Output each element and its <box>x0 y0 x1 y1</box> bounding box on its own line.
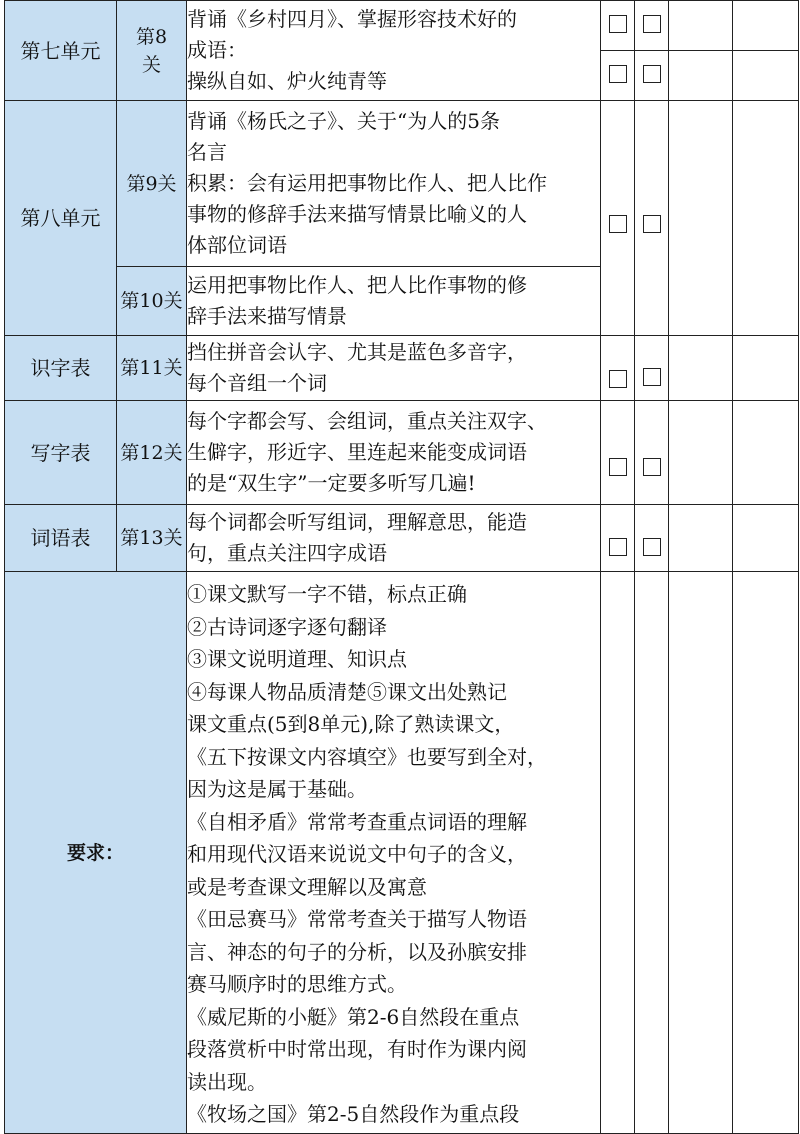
blank-cell <box>669 1 733 51</box>
checkbox-cell <box>601 336 635 401</box>
content-line: 段落赏析中时常出现，有时作为课内阅 <box>187 1037 527 1062</box>
content-line: 或是考查课文理解以及寓意 <box>187 874 427 899</box>
content-line: 句，重点关注四字成语 <box>187 541 387 565</box>
unit-cell-unit8: 第八单元 <box>5 101 117 336</box>
content-line: 《田忌赛马》常常考查关于描写人物语 <box>187 907 527 932</box>
blank-cell <box>733 101 799 336</box>
blank-cell <box>733 401 799 505</box>
blank-cell <box>733 51 799 101</box>
content-line: 《自相矛盾》常常考查重点词语的理解 <box>187 809 527 834</box>
study-checklist-table <box>4 0 799 1134</box>
content-line: 事物的修辞手法来描写情景比喻义的人 <box>187 202 527 226</box>
checkbox[interactable] <box>643 538 661 556</box>
checkbox-cell <box>601 401 635 505</box>
content-line: 生僻字，形近字、里连起来能变成词语 <box>187 440 527 464</box>
unit-cell-xiezi: 写字表 <box>5 401 117 505</box>
table-row-unit8-level9 <box>5 101 799 267</box>
blank-cell <box>669 505 733 572</box>
content-line: 和用现代汉语来说说文中句子的含义， <box>187 842 527 867</box>
level-cell-level12: 第12关 <box>117 401 187 505</box>
content-line: 名言 <box>187 140 227 164</box>
checkbox-cell <box>601 101 635 336</box>
unit-cell-unit7: 第七单元 <box>5 1 117 101</box>
content-cell-level11 <box>187 336 601 401</box>
content-line: ①课文默写一字不错，标点正确 <box>187 582 467 607</box>
blank-cell <box>669 101 733 336</box>
checkbox-cell <box>601 505 635 572</box>
blank-cell <box>635 572 669 1134</box>
level-cell-level13: 第13关 <box>117 505 187 572</box>
blank-cell <box>733 505 799 572</box>
content-line: 《威尼斯的小艇》第2-6自然段在重点 <box>187 1004 520 1029</box>
blank-cell <box>669 401 733 505</box>
content-line: 读出现。 <box>187 1069 267 1094</box>
checkbox[interactable] <box>643 15 661 33</box>
content-line: ③课文说明道理、知识点 <box>187 647 407 672</box>
checkbox-cell <box>635 51 669 101</box>
blank-cell <box>669 51 733 101</box>
content-cell-level12 <box>187 401 601 505</box>
checkbox-cell <box>601 1 635 51</box>
checkbox[interactable] <box>643 65 661 83</box>
content-line: 背诵《乡村四月》、掌握形容技术好的 <box>187 7 517 31</box>
content-line: 每个音组一个词 <box>187 371 327 395</box>
content-line: 《五下按课文内容填空》也要写到全对， <box>187 744 547 769</box>
content-cell-level10 <box>187 267 601 336</box>
blank-cell <box>733 572 799 1134</box>
checkbox-cell <box>635 1 669 51</box>
content-line: 赛马顺序时的思维方式。 <box>187 972 407 997</box>
checkbox[interactable] <box>609 65 627 83</box>
content-line: 积累：会有运用把事物比作人、把人比作 <box>187 171 547 195</box>
checkbox-cell <box>635 336 669 401</box>
level-cell-level9: 第9关 <box>117 101 187 267</box>
checkbox-cell <box>635 505 669 572</box>
content-cell-level9 <box>187 101 601 267</box>
content-line: 每个字都会写、会组词，重点关注双字、 <box>187 409 547 433</box>
checkbox[interactable] <box>643 368 661 386</box>
content-line: ④每课人物品质清楚⑤课文出处熟记 <box>187 679 507 704</box>
checkbox[interactable] <box>609 370 627 388</box>
content-cell-level13 <box>187 505 601 572</box>
content-line: 每个词都会听写组词，理解意思，能造 <box>187 510 527 534</box>
content-line: 成语： <box>187 38 247 62</box>
blank-cell <box>669 572 733 1134</box>
table-row-ciyu <box>5 505 799 572</box>
blank-cell <box>733 1 799 51</box>
checkbox[interactable] <box>609 458 627 476</box>
level-label: 第8关 <box>135 25 168 76</box>
blank-cell <box>733 336 799 401</box>
blank-cell <box>669 336 733 401</box>
content-line: 因为这是属于基础。 <box>187 777 367 802</box>
content-line: 操纵自如、炉火纯青等 <box>187 69 387 93</box>
checkbox-cell <box>635 401 669 505</box>
checkbox-cell <box>601 51 635 101</box>
content-line: 的是“双生字”一定要多听写几遍! <box>187 471 476 495</box>
requirements-content <box>187 572 601 1134</box>
content-line: 辞手法来描写情景 <box>187 304 347 328</box>
content-line: 运用把事物比作人、把人比作事物的修 <box>187 273 527 297</box>
content-line: 《牧场之国》第2-5自然段作为重点段 <box>187 1102 520 1127</box>
checkbox[interactable] <box>643 215 661 233</box>
content-line: 言、神态的句子的分析，以及孙膑安排 <box>187 939 527 964</box>
content-line: 背诵《杨氏之子》、关于“为人的5条 <box>187 109 500 133</box>
level-cell-level10: 第10关 <box>117 267 187 336</box>
table-row-requirements <box>5 572 799 1134</box>
checkbox[interactable] <box>609 538 627 556</box>
checkbox[interactable] <box>643 458 661 476</box>
unit-cell-shizi: 识字表 <box>5 336 117 401</box>
checkbox[interactable] <box>609 215 627 233</box>
content-line: 课文重点(5到8单元),除了熟读课文， <box>187 712 515 737</box>
content-line: 体部位词语 <box>187 233 287 257</box>
content-line: 挡住拼音会认字、尤其是蓝色多音字， <box>187 340 527 364</box>
checkbox[interactable] <box>609 15 627 33</box>
requirements-heading: 要求： <box>5 572 187 1134</box>
table-row-xiezi <box>5 401 799 505</box>
table-row-unit7-a <box>5 1 799 51</box>
unit-cell-ciyu: 词语表 <box>5 505 117 572</box>
checkbox-cell <box>635 101 669 336</box>
blank-cell <box>601 572 635 1134</box>
content-cell-level8 <box>187 1 601 101</box>
table-row-shizi <box>5 336 799 401</box>
level-cell-level8 <box>117 1 187 101</box>
level-cell-level11: 第11关 <box>117 336 187 401</box>
content-line: ②古诗词逐字逐句翻译 <box>187 614 387 639</box>
